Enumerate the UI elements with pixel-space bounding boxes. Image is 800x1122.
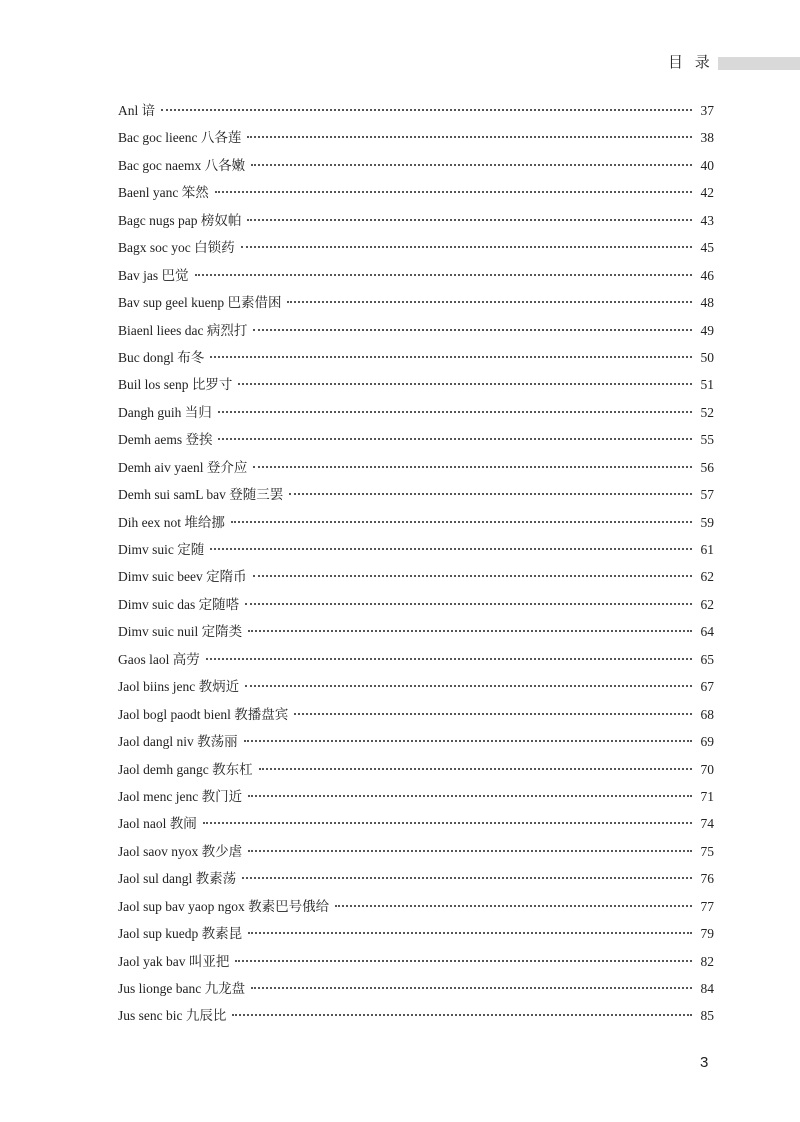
toc-entry-title: Demh aiv yaenl 登介应 — [118, 459, 248, 475]
toc-entry-title: Dimv suic das 定随嗒 — [118, 596, 240, 612]
toc-entry-page: 37 — [700, 103, 714, 118]
toc-entry[interactable] — [118, 458, 714, 485]
toc-entry[interactable] — [118, 650, 714, 677]
toc-entry[interactable] — [118, 979, 714, 1006]
dot-leader — [259, 768, 692, 770]
toc-entry-title: Bav jas 巴觉 — [118, 267, 189, 283]
toc-entry-title: Jaol menc jenc 教门近 — [118, 788, 243, 804]
toc-entry[interactable] — [118, 677, 714, 704]
toc-entry[interactable] — [118, 760, 714, 787]
toc-entry-title: Buc dongl 布冬 — [118, 349, 205, 365]
toc-entry-page: 51 — [700, 377, 714, 393]
toc-entry[interactable] — [118, 403, 714, 430]
toc-entry[interactable] — [118, 238, 714, 265]
toc-entry[interactable] — [118, 266, 714, 293]
dot-leader — [248, 932, 692, 934]
toc-entry-title: Bav sup geel kuenp 巴素借困 — [118, 295, 282, 311]
toc-entry-page: 57 — [700, 487, 714, 503]
toc-entry[interactable] — [118, 595, 714, 622]
dot-leader — [248, 630, 692, 632]
toc-entry[interactable] — [118, 375, 714, 402]
toc-entry-title: Demh sui samL bav 登随三罢 — [118, 487, 284, 503]
toc-entry[interactable] — [118, 293, 714, 320]
toc-entry-title: Jaol saov nyox 教少虐 — [118, 843, 243, 859]
dot-leader — [215, 191, 692, 193]
toc-entry-page: 45 — [700, 240, 714, 256]
toc-entry-page: 70 — [700, 761, 714, 777]
dot-leader — [253, 575, 692, 577]
toc-entry-page: 43 — [700, 212, 714, 228]
dot-leader — [203, 822, 692, 824]
toc-entry-title: Bagx soc yoc 白锁药 — [118, 240, 235, 256]
dot-leader — [251, 987, 692, 989]
dot-leader — [244, 740, 692, 742]
toc-entry[interactable] — [118, 1006, 714, 1033]
toc-entry-title: Jaol dangl niv 教荡丽 — [118, 734, 238, 750]
toc-entry-title: Dih eex not 堆给挪 — [118, 514, 225, 530]
toc-entry[interactable] — [118, 622, 714, 649]
toc-entry-page: 42 — [700, 185, 714, 201]
dot-leader — [161, 109, 692, 111]
toc-entry-page: 76 — [700, 871, 714, 887]
page-number: 3 — [700, 1054, 709, 1071]
dot-leader — [232, 1014, 692, 1016]
toc-entry[interactable] — [118, 156, 714, 183]
dot-leader — [195, 274, 693, 276]
toc-entry[interactable] — [118, 567, 714, 594]
toc-entry-page: 52 — [700, 404, 714, 420]
toc-entry[interactable] — [118, 348, 714, 375]
dot-leader — [210, 356, 692, 358]
toc-entry-page: 82 — [700, 953, 714, 969]
toc-entry[interactable] — [118, 705, 714, 732]
toc-entry[interactable] — [118, 540, 714, 567]
dot-leader — [238, 383, 692, 385]
toc-entry-title: Gaos laol 高劳 — [118, 651, 200, 667]
dot-leader — [210, 548, 692, 550]
dot-leader — [248, 850, 692, 852]
toc-entry-title: Jus senc bic 九辰比 — [118, 1008, 227, 1024]
dot-leader — [253, 466, 692, 468]
toc-entry-page: 67 — [700, 679, 714, 695]
toc-entry-title: Jaol sul dangl 教素荡 — [118, 871, 237, 887]
toc-entry-page: 40 — [700, 157, 714, 173]
toc-entry-title: Biaenl liees dac 病烈打 — [118, 322, 248, 338]
toc-entry[interactable] — [118, 128, 714, 155]
toc-entry[interactable] — [118, 183, 714, 210]
dot-leader — [218, 411, 692, 413]
toc-entry[interactable] — [118, 924, 714, 951]
dot-leader — [206, 658, 692, 660]
toc-entry-page: 56 — [700, 459, 714, 475]
toc-entry[interactable] — [118, 430, 714, 457]
toc-entry-title: Jaol sup kuedp 教素昆 — [118, 926, 243, 942]
toc-entry-page: 48 — [700, 295, 714, 311]
toc-entry-page: 79 — [700, 926, 714, 942]
toc-entry[interactable] — [118, 321, 714, 348]
toc-entry-title: Demh aems 登挨 — [118, 432, 213, 448]
toc-entry-title: Bac goc lieenc 八各莲 — [118, 130, 242, 146]
toc-entry[interactable] — [118, 897, 714, 924]
dot-leader — [245, 603, 692, 605]
toc-entry-page: 55 — [700, 432, 714, 448]
dot-leader — [248, 795, 692, 797]
dot-leader — [294, 713, 692, 715]
toc-entry-title: Jaol demh gangc 教东杠 — [118, 761, 253, 777]
dot-leader — [247, 136, 692, 138]
dot-leader — [242, 877, 692, 879]
dot-leader — [335, 905, 692, 907]
toc-entry-page: 69 — [700, 734, 714, 750]
dot-leader — [251, 164, 692, 166]
toc-entry-page: 75 — [700, 843, 714, 859]
toc-entry-title: Jaol yak bav 叫亚把 — [118, 953, 230, 969]
dot-leader — [245, 685, 692, 687]
toc-entry[interactable] — [118, 485, 714, 512]
toc-entry-title: Dimv suic 定随 — [118, 542, 205, 557]
toc-entry-page: 85 — [700, 1008, 714, 1024]
toc-entry-page: 46 — [700, 267, 714, 283]
table-of-contents — [118, 101, 714, 1034]
toc-entry[interactable] — [118, 211, 714, 238]
toc-entry-title: Jaol naol 教闹 — [118, 816, 197, 832]
toc-entry-page: 62 — [700, 596, 714, 612]
header-bar — [718, 57, 800, 70]
toc-entry-title: Jaol biins jenc 教炳近 — [118, 679, 240, 695]
toc-entry-title: Jaol bogl paodt bienl 教播盘宾 — [118, 706, 289, 722]
toc-entry-title: Jus lionge banc 九龙盘 — [118, 981, 246, 996]
toc-entry-title: Dangh guih 当归 — [118, 404, 212, 420]
dot-leader — [253, 329, 692, 331]
dot-leader — [231, 521, 692, 523]
toc-entry-title: Dimv suic beev 定隋币 — [118, 569, 247, 585]
toc-entry[interactable] — [118, 732, 714, 759]
toc-entry-page: 84 — [700, 981, 714, 996]
toc-entry-title: Dimv suic nuil 定隋类 — [118, 624, 243, 640]
toc-entry[interactable] — [118, 787, 714, 814]
toc-entry[interactable] — [118, 513, 714, 540]
toc-entry-page: 50 — [700, 349, 714, 365]
dot-leader — [287, 301, 692, 303]
toc-entry[interactable] — [118, 869, 714, 896]
header-title: 目 录 — [668, 55, 714, 71]
toc-entry-page: 62 — [700, 569, 714, 585]
toc-entry-title: Anl 谙 — [118, 103, 156, 118]
toc-entry-page: 49 — [700, 322, 714, 338]
toc-entry[interactable] — [118, 842, 714, 869]
dot-leader — [235, 960, 692, 962]
dot-leader — [289, 493, 692, 495]
toc-entry-page: 74 — [700, 816, 714, 832]
toc-entry-page: 64 — [700, 624, 714, 640]
toc-entry[interactable] — [118, 952, 714, 979]
dot-leader — [218, 438, 692, 440]
toc-entry[interactable] — [118, 814, 714, 841]
toc-entry-title: Bac goc naemx 八各嫩 — [118, 157, 246, 173]
toc-entry-title: Buil los senp 比罗寸 — [118, 377, 233, 393]
toc-entry-title: Baenl yanc 笨然 — [118, 185, 209, 201]
toc-entry[interactable] — [118, 101, 714, 128]
toc-entry-page: 65 — [700, 651, 714, 667]
toc-entry-title: Bagc nugs pap 榜奴帕 — [118, 212, 242, 228]
dot-leader — [247, 219, 692, 221]
toc-entry-page: 71 — [700, 788, 714, 804]
toc-entry-page: 59 — [700, 514, 714, 530]
toc-entry-title: Jaol sup bav yaop ngox 教素巴号俄给 — [118, 898, 330, 914]
toc-entry-page: 61 — [700, 542, 714, 557]
dot-leader — [241, 246, 692, 248]
toc-entry-page: 68 — [700, 706, 714, 722]
toc-entry-page: 38 — [700, 130, 714, 146]
toc-entry-page: 77 — [700, 898, 714, 914]
running-header — [0, 53, 800, 75]
